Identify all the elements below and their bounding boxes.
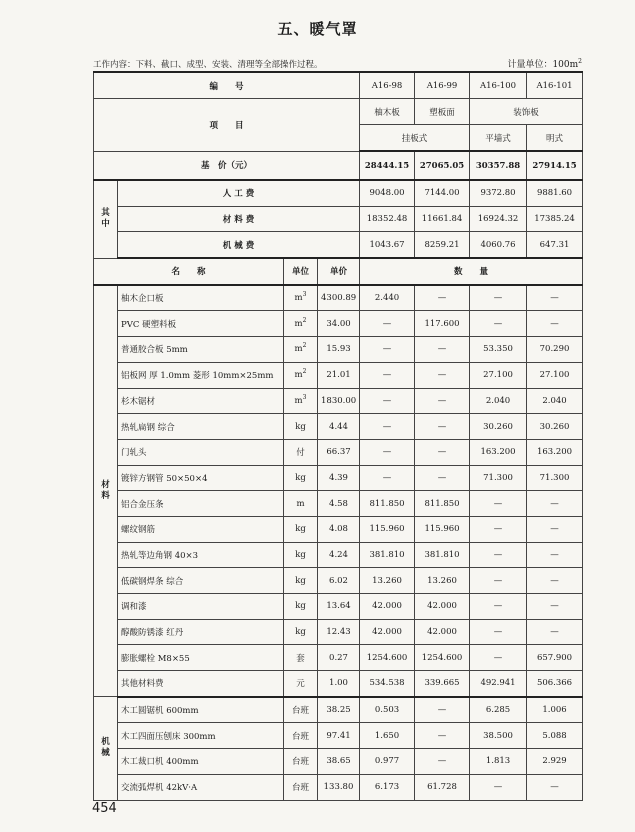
labor-cost-value: 7144.00 [415, 180, 470, 206]
item-quantity: 2.040 [470, 388, 527, 414]
item-quantity: 61.728 [415, 774, 470, 800]
table-row [94, 311, 583, 337]
item-quantity: 27.100 [470, 362, 527, 388]
item-unit-price: 0.27 [318, 645, 360, 671]
item-name: 铝板网 厚 1.0mm 菱形 10mm×25mm [118, 362, 284, 388]
item-quantity: 534.538 [360, 671, 415, 697]
material-cost-label: 材 料 费 [118, 206, 360, 232]
table-row [94, 697, 583, 723]
item-quantity: 811.850 [360, 491, 415, 517]
item-unit-price: 97.41 [318, 723, 360, 749]
price-column-header: 单价 [318, 258, 360, 285]
item-quantity: 42.000 [415, 594, 470, 620]
item-quantity: — [527, 542, 583, 568]
table-row [94, 465, 583, 491]
table-row [94, 414, 583, 440]
table-row [94, 388, 583, 414]
base-price-label: 基 价（元） [94, 151, 360, 180]
item-quantity: 2.040 [527, 388, 583, 414]
item-quantity: — [360, 439, 415, 465]
item-unit: $m^2$ [284, 337, 318, 363]
item-unit: kg [284, 568, 318, 594]
machine-cost-value: 4060.76 [470, 232, 527, 258]
material-cost-value: 18352.48 [360, 206, 415, 232]
mount-type-cell: 挂板式 [360, 125, 470, 152]
material-cost-value: 17385.24 [527, 206, 583, 232]
item-unit-price: 4.39 [318, 465, 360, 491]
item-quantity: — [527, 516, 583, 542]
code-cell: A16-101 [527, 72, 583, 99]
item-quantity: — [360, 337, 415, 363]
page-title: 五、暖气罩 [277, 20, 358, 38]
work-content: 工作内容：下料、截口、成型、安装、清理等全部操作过程。 [93, 60, 323, 70]
item-quantity: 6.173 [360, 774, 415, 800]
item-quantity: — [470, 542, 527, 568]
item-quantity: 657.900 [527, 645, 583, 671]
base-price-value: 27065.05 [415, 151, 470, 180]
mount-type-cell: 平墙式 [470, 125, 527, 152]
table-row [94, 749, 583, 775]
item-quantity: — [415, 285, 470, 311]
item-unit: kg [284, 619, 318, 645]
item-unit: 台班 [284, 774, 318, 800]
item-quantity: — [360, 465, 415, 491]
item-quantity: 1.813 [470, 749, 527, 775]
item-quantity: 1.006 [527, 697, 583, 723]
item-quantity: 2.929 [527, 749, 583, 775]
work-content-line [93, 57, 582, 70]
item-quantity: 115.960 [360, 516, 415, 542]
item-quantity: 1.650 [360, 723, 415, 749]
item-quantity: — [360, 311, 415, 337]
item-quantity: 163.200 [527, 439, 583, 465]
item-unit: 套 [284, 645, 318, 671]
item-name: 螺纹钢筋 [118, 516, 284, 542]
item-unit-price: 13.64 [318, 594, 360, 620]
item-quantity: 70.290 [527, 337, 583, 363]
base-price-value: 28444.15 [360, 151, 415, 180]
item-quantity: 71.300 [470, 465, 527, 491]
item-name: 调和漆 [118, 594, 284, 620]
item-unit: 台班 [284, 697, 318, 723]
base-price-value: 27914.15 [527, 151, 583, 180]
item-quantity: — [527, 774, 583, 800]
item-quantity: — [415, 337, 470, 363]
section-label: 机械 [94, 697, 118, 800]
item-quantity: — [360, 388, 415, 414]
item-quantity: 6.285 [470, 697, 527, 723]
item-quantity: — [470, 645, 527, 671]
item-quantity: 339.665 [415, 671, 470, 697]
item-quantity: 71.300 [527, 465, 583, 491]
machine-cost-value: 1043.67 [360, 232, 415, 258]
item-quantity: 381.810 [415, 542, 470, 568]
item-quantity: — [415, 723, 470, 749]
item-quantity: — [415, 362, 470, 388]
item-unit-price: 4.24 [318, 542, 360, 568]
item-unit-price: 38.25 [318, 697, 360, 723]
item-unit-price: 38.65 [318, 749, 360, 775]
item-unit-price: 66.37 [318, 439, 360, 465]
item-quantity: 1254.600 [360, 645, 415, 671]
labor-cost-value: 9881.60 [527, 180, 583, 206]
item-unit: $m^2$ [284, 362, 318, 388]
measurement-unit: 计量单位：$100m^2$ [507, 58, 582, 70]
table-row [94, 491, 583, 517]
item-unit-price: 133.80 [318, 774, 360, 800]
item-quantity: — [415, 388, 470, 414]
item-unit: kg [284, 542, 318, 568]
item-quantity: — [470, 491, 527, 517]
item-quantity: 13.260 [360, 568, 415, 594]
item-quantity: — [360, 414, 415, 440]
item-unit-price: 6.02 [318, 568, 360, 594]
item-name: 杉木锯材 [118, 388, 284, 414]
item-unit-price: 4.44 [318, 414, 360, 440]
item-quantity: — [527, 311, 583, 337]
item-name: 热轧扁钢 综合 [118, 414, 284, 440]
table-row [94, 723, 583, 749]
item-unit: $m^2$ [284, 311, 318, 337]
labor-cost-value: 9372.80 [470, 180, 527, 206]
base-price-value: 30357.88 [470, 151, 527, 180]
machine-cost-label: 机 械 费 [118, 232, 360, 258]
item-quantity: — [470, 516, 527, 542]
item-quantity: — [415, 465, 470, 491]
item-quantity: 42.000 [360, 594, 415, 620]
code-cell: A16-100 [470, 72, 527, 99]
item-unit-price: 21.01 [318, 362, 360, 388]
table-row [94, 516, 583, 542]
item-quantity: 38.500 [470, 723, 527, 749]
item-quantity: 0.977 [360, 749, 415, 775]
code-cell: A16-98 [360, 72, 415, 99]
item-unit-price: 4.08 [318, 516, 360, 542]
table-row [94, 671, 583, 697]
item-name: 镀锌方钢管 50×50×4 [118, 465, 284, 491]
item-quantity: — [527, 619, 583, 645]
quota-table [93, 71, 583, 801]
item-unit-price: 34.00 [318, 311, 360, 337]
code-cell: A16-99 [415, 72, 470, 99]
item-name: 膨胀螺栓 M8×55 [118, 645, 284, 671]
item-label: 项 目 [94, 99, 360, 152]
item-quantity: 13.260 [415, 568, 470, 594]
table-row [94, 619, 583, 645]
item-name: 其他材料费 [118, 671, 284, 697]
item-quantity: — [527, 491, 583, 517]
item-quantity: — [527, 285, 583, 311]
item-quantity: — [470, 594, 527, 620]
table-row [94, 362, 583, 388]
item-quantity: 53.350 [470, 337, 527, 363]
machine-cost-value: 647.31 [527, 232, 583, 258]
name-column-header: 名 称 [94, 258, 284, 285]
item-quantity: 506.366 [527, 671, 583, 697]
item-unit: $m^3$ [284, 388, 318, 414]
item-name: 醇酸防锈漆 红丹 [118, 619, 284, 645]
quantity-column-header: 数 量 [360, 258, 583, 285]
item-name: 门轧头 [118, 439, 284, 465]
item-unit: kg [284, 465, 318, 491]
table-row [94, 439, 583, 465]
subtype-cell: 装饰板 [470, 99, 583, 125]
item-quantity: — [470, 774, 527, 800]
item-unit: 元 [284, 671, 318, 697]
item-quantity: 30.260 [527, 414, 583, 440]
item-unit: 台班 [284, 749, 318, 775]
material-cost-value: 11661.84 [415, 206, 470, 232]
item-name: 木工裁口机 400mm [118, 749, 284, 775]
item-quantity: 42.000 [415, 619, 470, 645]
page-number: 454 [92, 801, 117, 816]
item-unit-price: 4.58 [318, 491, 360, 517]
machine-cost-value: 8259.21 [415, 232, 470, 258]
item-unit: $m^3$ [284, 285, 318, 311]
item-unit-price: 12.43 [318, 619, 360, 645]
code-label: 编 号 [94, 72, 360, 99]
table-row [94, 774, 583, 800]
item-name: 木工四面压刨床 300mm [118, 723, 284, 749]
item-quantity: 117.600 [415, 311, 470, 337]
table-row [94, 542, 583, 568]
item-quantity: — [415, 439, 470, 465]
item-quantity: — [415, 414, 470, 440]
item-quantity: 381.810 [360, 542, 415, 568]
item-quantity: — [360, 362, 415, 388]
item-quantity: 163.200 [470, 439, 527, 465]
section-label: 材料 [94, 285, 118, 697]
subtype-cell: 柚木板 [360, 99, 415, 125]
item-quantity: 1254.600 [415, 645, 470, 671]
item-quantity: 30.260 [470, 414, 527, 440]
item-quantity: 27.100 [527, 362, 583, 388]
item-name: 热轧等边角钢 40×3 [118, 542, 284, 568]
material-cost-value: 16924.32 [470, 206, 527, 232]
labor-cost-value: 9048.00 [360, 180, 415, 206]
item-unit: kg [284, 594, 318, 620]
item-quantity: — [415, 749, 470, 775]
item-quantity: 811.850 [415, 491, 470, 517]
item-quantity: — [527, 568, 583, 594]
unit-column-header: 单位 [284, 258, 318, 285]
item-unit: kg [284, 516, 318, 542]
item-unit: 台班 [284, 723, 318, 749]
item-unit-price: 4300.89 [318, 285, 360, 311]
item-name: 木工圆锯机 600mm [118, 697, 284, 723]
machinery-section [94, 697, 583, 800]
item-unit: 付 [284, 439, 318, 465]
item-name: 柚木企口板 [118, 285, 284, 311]
item-quantity: — [415, 697, 470, 723]
item-quantity: 0.503 [360, 697, 415, 723]
labor-cost-label: 人 工 费 [118, 180, 360, 206]
item-quantity: 492.941 [470, 671, 527, 697]
item-unit: kg [284, 414, 318, 440]
item-unit-price: 1.00 [318, 671, 360, 697]
of-which-label: 其中 [94, 180, 118, 258]
item-quantity: — [470, 311, 527, 337]
item-name: 铝合金压条 [118, 491, 284, 517]
table-row [94, 645, 583, 671]
item-name: 交流弧焊机 42kV·A [118, 774, 284, 800]
item-name: 普通胶合板 5mm [118, 337, 284, 363]
table-row [94, 568, 583, 594]
table-row [94, 337, 583, 363]
item-quantity: 115.960 [415, 516, 470, 542]
item-quantity: — [527, 594, 583, 620]
item-unit-price: 15.93 [318, 337, 360, 363]
item-quantity: — [470, 285, 527, 311]
table-row [94, 285, 583, 311]
item-quantity: 5.088 [527, 723, 583, 749]
subtype-cell: 塑板面 [415, 99, 470, 125]
item-name: PVC 硬塑料板 [118, 311, 284, 337]
item-unit: m [284, 491, 318, 517]
item-quantity: — [470, 568, 527, 594]
item-quantity: — [470, 619, 527, 645]
materials-section [94, 285, 583, 697]
table-row [94, 594, 583, 620]
item-quantity: 42.000 [360, 619, 415, 645]
item-quantity: 2.440 [360, 285, 415, 311]
item-name: 低碳钢焊条 综合 [118, 568, 284, 594]
item-unit-price: 1830.00 [318, 388, 360, 414]
mount-type-cell: 明式 [527, 125, 583, 152]
